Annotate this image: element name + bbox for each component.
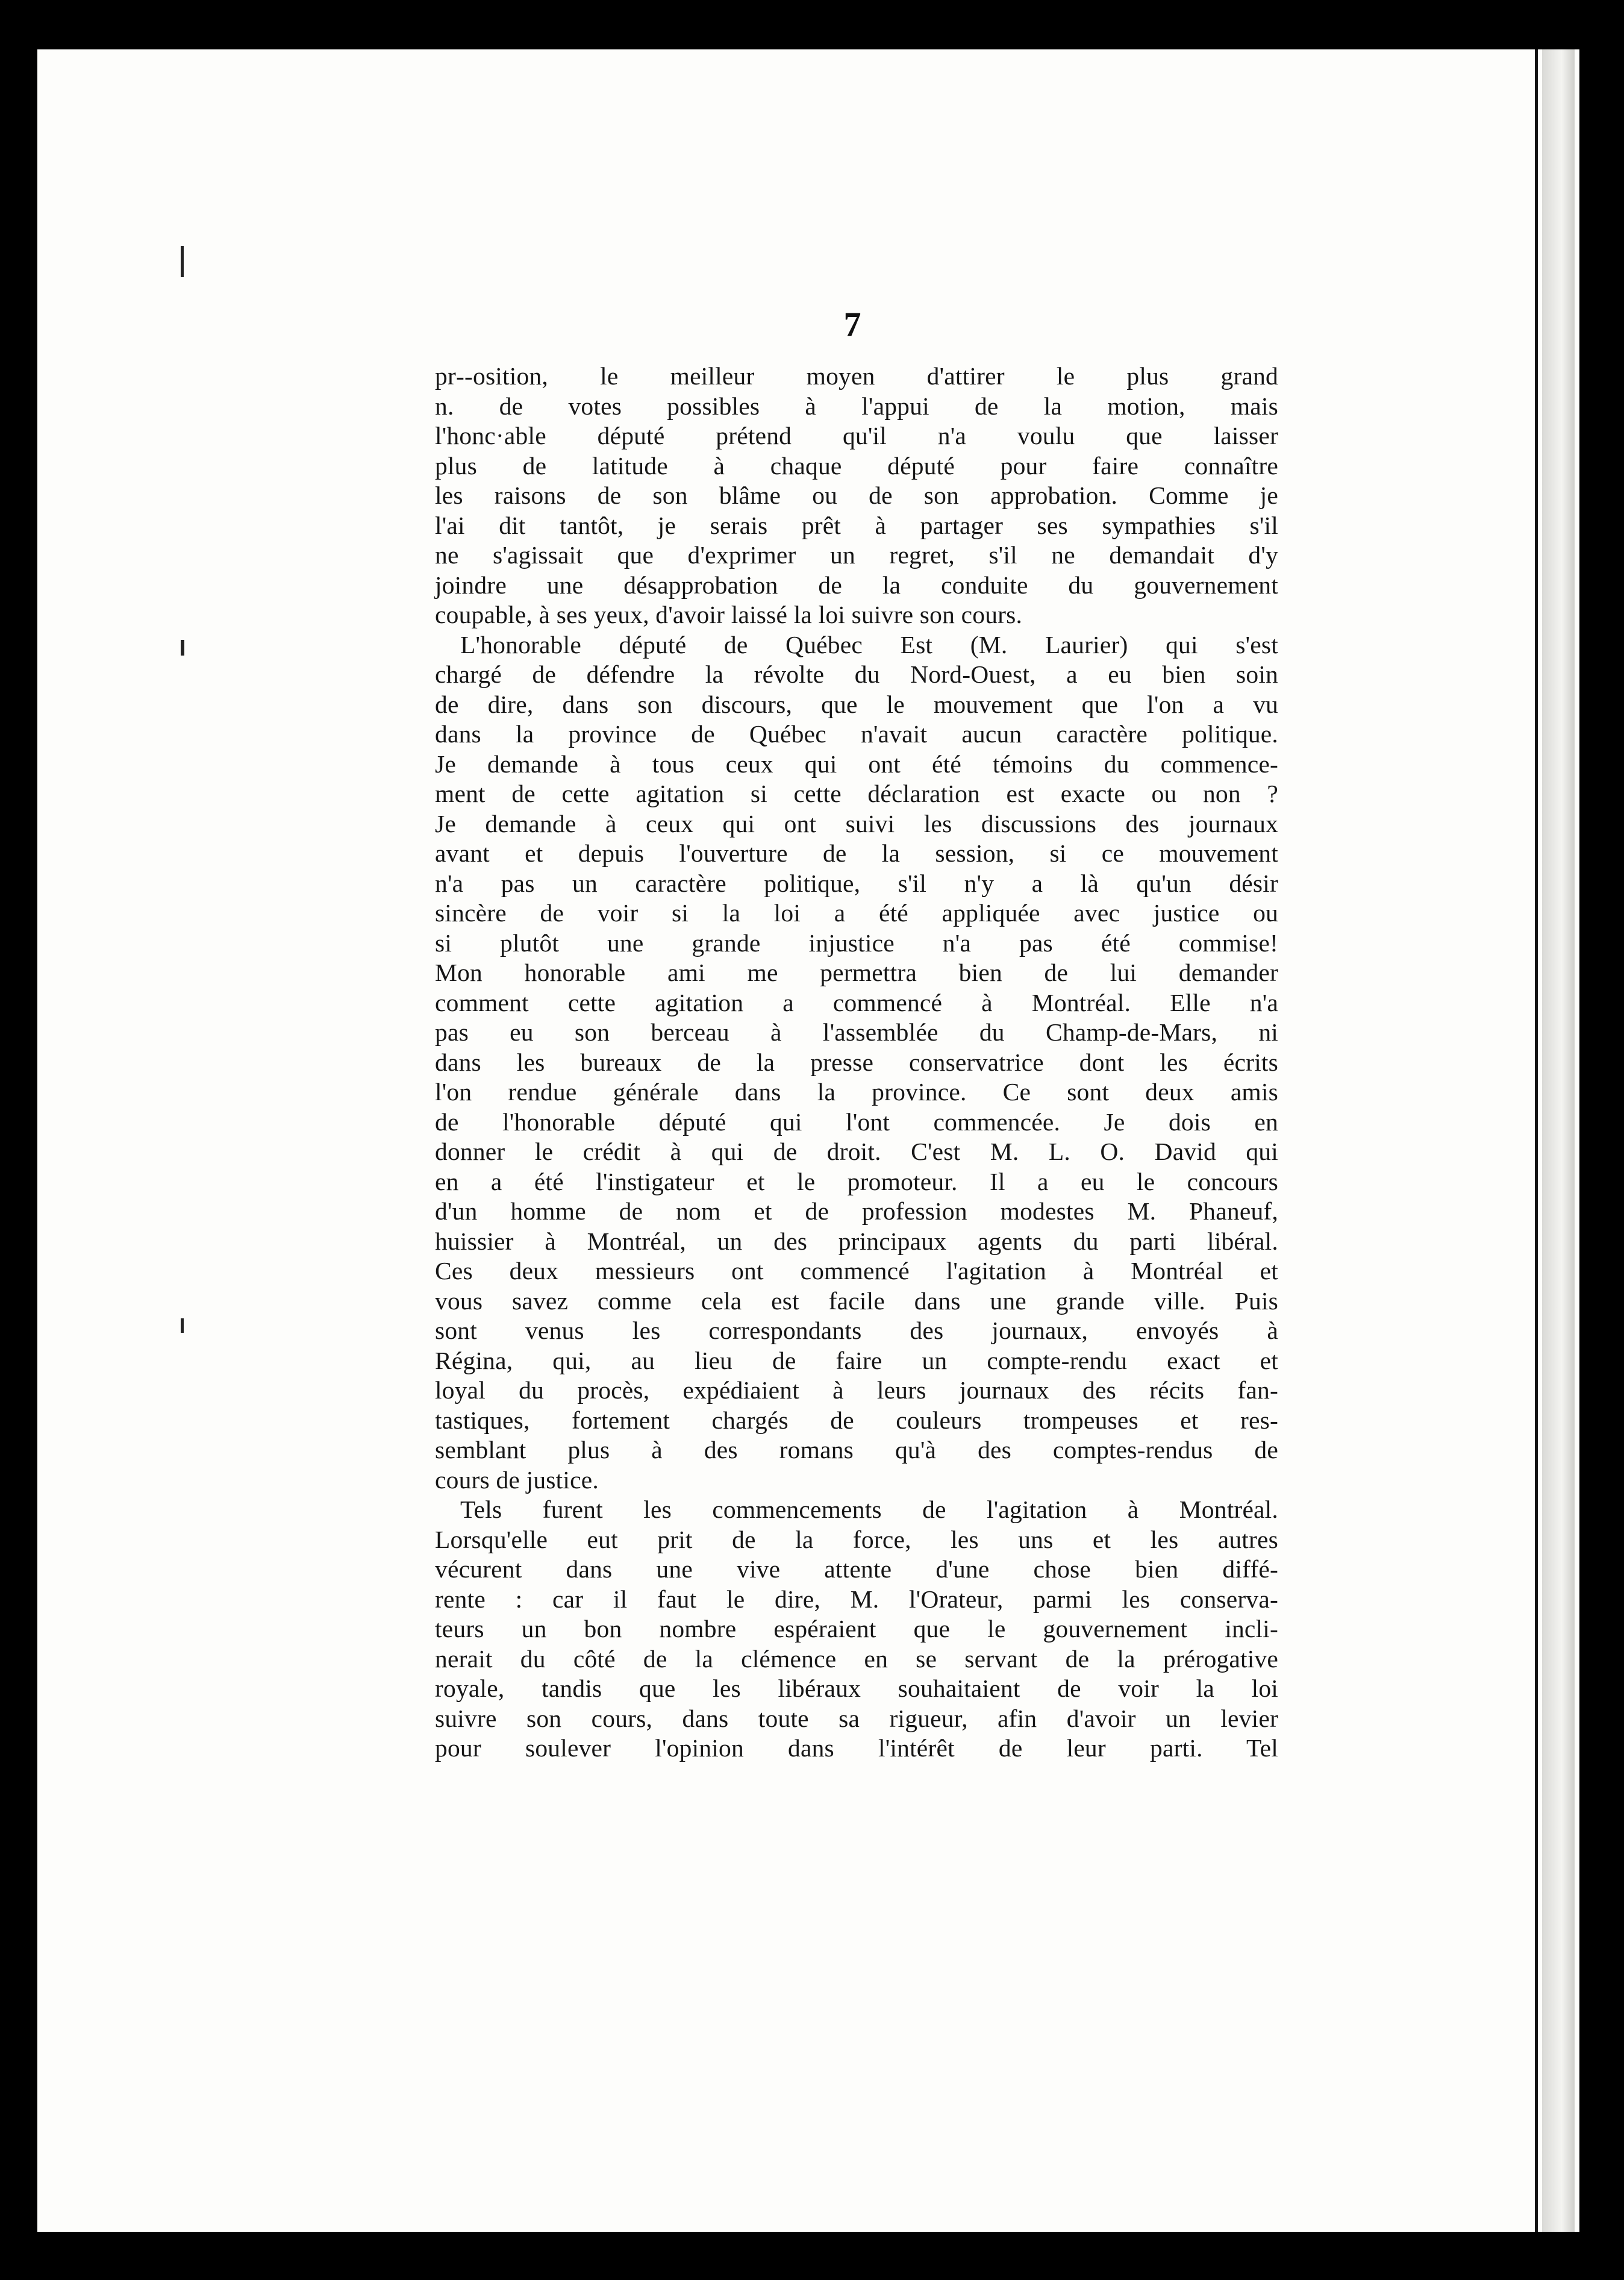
margin-mark	[181, 246, 184, 277]
margin-mark	[181, 1318, 184, 1333]
text-line: l'ai dit tantôt, je serais prêt à partager ses sympathies s'il	[435, 511, 1278, 539]
text-line: en a été l'instigateur et le promoteur. Il a eu le concours	[435, 1167, 1278, 1195]
text-line: pas eu son berceau à l'assemblée du Champ-de-Mars, ni	[435, 1018, 1278, 1046]
text-line: tastiques, fortement chargés de couleurs trompeuses et res-	[435, 1406, 1278, 1434]
text-line: Mon honorable ami me permettra bien de lui demander	[435, 959, 1278, 986]
text-line: pour soulever l'opinion dans l'intérêt de leur parti. Tel	[435, 1734, 1278, 1762]
text-line: Régina, qui, au lieu de faire un compte-rendu exact et	[435, 1346, 1278, 1374]
text-line: ment de cette agitation si cette déclaration est exacte ou non ?	[435, 780, 1278, 807]
text-line: donner le crédit à qui de droit. C'est M. L. O. David qui	[435, 1138, 1278, 1165]
text-line: nerait du côté de la clémence en se servant de la prérogative	[435, 1644, 1278, 1673]
text-line: coupable, à ses yeux, d'avoir laissé la loi suivre son cours.	[435, 601, 1023, 628]
text-line: rente : car il faut le dire, M. l'Orateur, parmi les conserva-	[435, 1585, 1278, 1613]
text-line: vécurent dans une vive attente d'une chose bien diffé-	[435, 1555, 1278, 1583]
text-line: ne s'agissait que d'exprimer un regret, s'il ne demandait d'y	[435, 541, 1278, 569]
text-line: pr‐‐osition, le meilleur moyen d'attirer le plus grand	[435, 362, 1278, 390]
text-line: avant et depuis l'ouverture de la session, si ce mouvement	[435, 839, 1278, 867]
text-line: royale, tandis que les libéraux souhaitaient de voir la loi	[435, 1674, 1278, 1702]
text-line: teurs un bon nombre espéraient que le gouvernement incli-	[435, 1615, 1278, 1643]
text-line: Je demande à tous ceux qui ont été témoins du commence-	[435, 750, 1278, 778]
text-line: de dire, dans son discours, que le mouvement que l'on a vu	[435, 690, 1278, 718]
margin-mark	[181, 640, 184, 656]
text-line: les raisons de son blâme ou de son approbation. Comme je	[435, 481, 1278, 509]
text-line: dans les bureaux de la presse conservatrice dont les écrits	[435, 1048, 1278, 1076]
text-line: l'on rendue générale dans la province. Ce sont deux amis	[435, 1078, 1278, 1106]
text-line: Je demande à ceux qui ont suivi les discussions des journaux	[435, 809, 1278, 838]
page-edge	[1542, 49, 1575, 2232]
page-fold-line	[1535, 49, 1538, 2232]
body-text	[435, 362, 1278, 1764]
text-line: sont venus les correspondants des journaux, envoyés à	[435, 1317, 1278, 1344]
scan-smudge	[667, 2196, 693, 2206]
text-line: joindre une désapprobation de la conduite du gouvernement	[435, 571, 1278, 599]
text-line: suivre son cours, dans toute sa rigueur, afin d'avoir un levier	[435, 1704, 1278, 1732]
text-line: chargé de défendre la révolte du Nord-Ouest, a eu bien soin	[435, 660, 1278, 688]
text-line: d'un homme de nom et de profession modestes M. Phaneuf,	[435, 1197, 1278, 1225]
text-line: sincère de voir si la loi a été appliquée avec justice ou	[435, 899, 1278, 927]
text-line: de l'honorable député qui l'ont commencée. Je dois en	[435, 1107, 1278, 1136]
text-line: si plutôt une grande injustice n'a pas été commise!	[435, 929, 1278, 957]
text-line: l'honc·able député prétend qu'il n'a voulu que laisser	[435, 422, 1278, 449]
text-line: Lorsqu'elle eut prit de la force, les uns et les autres	[435, 1525, 1278, 1553]
text-line: semblant plus à des romans qu'à des comptes-rendus de	[435, 1436, 1278, 1464]
text-line: n'a pas un caractère politique, s'il n'y a là qu'un désir	[435, 869, 1278, 897]
text-line: n. de votes possibles à l'appui de la motion, mais	[435, 392, 1278, 420]
text-line: vous savez comme cela est facile dans une grande ville. Puis	[435, 1286, 1278, 1315]
text-line: Ces deux messieurs ont commencé l'agitation à Montréal et	[435, 1257, 1278, 1285]
text-line: Tels furent les commencements de l'agitation à Montréal.	[460, 1495, 1278, 1523]
text-line: dans la province de Québec n'avait aucun caractère politique.	[435, 720, 1278, 748]
text-line: plus de latitude à chaque député pour faire connaître	[435, 451, 1278, 480]
text-line: cours de justice.	[435, 1465, 599, 1494]
text-line: comment cette agitation a commencé à Montréal. Elle n'a	[435, 988, 1278, 1016]
page-number: 7	[843, 305, 861, 344]
text-line: loyal du procès, expédiaient à leurs journaux des récits fan-	[435, 1376, 1278, 1404]
text-line: huissier à Montréal, un des principaux agents du parti libéral.	[435, 1227, 1278, 1255]
text-line: L'honorable député de Québec Est (M. Laurier) qui s'est	[460, 630, 1278, 659]
